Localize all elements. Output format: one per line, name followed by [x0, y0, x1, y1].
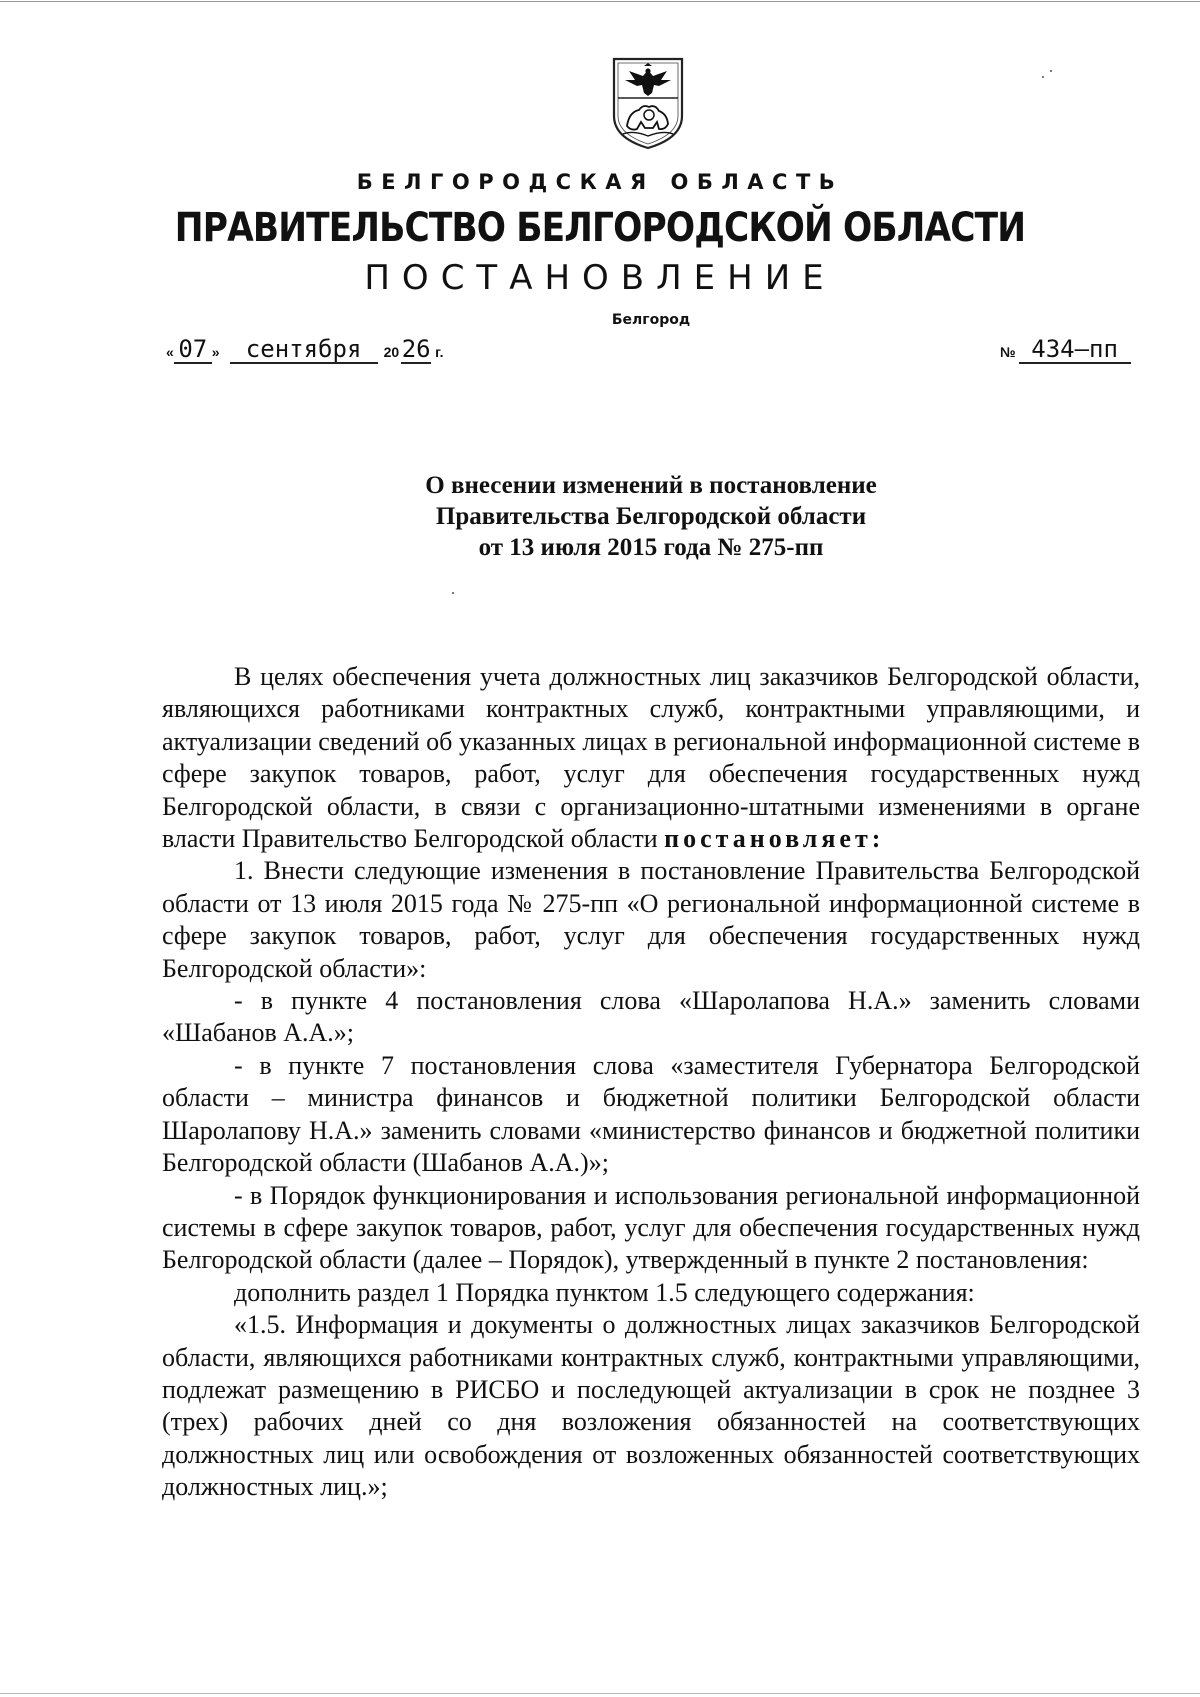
region-name: БЕЛГОРОДСКАЯ ОБЛАСТЬ — [356, 170, 844, 194]
scan-speck — [452, 592, 454, 594]
item-1-sub-b: - в пункте 7 постановления слова «заместителя Губернатора Белгородской области – министра финансов и бюджетной политики Белгородской области Шаролапову Н.А.» заменить словами «министерство финансов и бюджетной политики Белгородской области (Шабанов А.А.)»; — [162, 1050, 1140, 1178]
scan-edge-bottom — [0, 1693, 1200, 1694]
title-line-1: О внесении изменений в постановление — [425, 472, 877, 499]
coat-of-arms-icon — [609, 56, 687, 150]
title-line-3: от 13 июля 2015 года № 275-пп — [478, 534, 824, 561]
resolution-word: постановляет: — [664, 824, 885, 854]
document-title — [0, 470, 1200, 563]
title-line-2: Правительства Белгородской области — [435, 503, 867, 530]
preamble-text: В целях обеспечения учета должностных лиц заказчиков Белгородской области, являющихся работниками контрактных служб, контрактными управляющими, и актуализации сведений об указанных лицах в региональной информационной системе в сфере закупок товаров, работ, услуг для обеспечения государственных нужд Белгородской области, в связи с организационно-штатными изменениями в органе власти Правительство Белгородской области — [162, 662, 1140, 854]
number-value: 434–пп — [1019, 336, 1131, 364]
document-date — [166, 336, 444, 364]
city-name: Белгород — [611, 312, 691, 328]
government-name: ПРАВИТЕЛЬСТВО БЕЛГОРОДСКОЙ ОБЛАСТИ — [174, 205, 1026, 251]
document-type: ПОСТАНОВЛЕНИЕ — [364, 258, 836, 298]
date-month: сентября — [230, 336, 378, 364]
item-1-paragraph: 1. Внести следующие изменения в постановление Правительства Белгородской области от 13 июля 2015 года № 275-пп «О региональной информационной системе в сфере закупок товаров, работ, услуг для обеспечения государственных нужд Белгородской области»: — [162, 856, 1140, 983]
item-1-sub-a: - в пункте 4 постановления слова «Шаролапова Н.А.» заменить словами «Шабанов А.А.»; — [162, 986, 1140, 1048]
item-1-5-text: «1.5. Информация и документы о должностных лицах заказчиков Белгородской области, являющихся работниками контрактных служб, контрактными управляющими, подлежат размещению в РИСБО и последующей актуализации в срок не позднее 3 (трех) рабочих дней со дня возложения обязанностей на соответствующих должностных лиц или освобождения от возложенных обязанностей соответствующих должностных лиц.»; — [162, 1310, 1140, 1502]
date-year-prefix: 20 — [383, 344, 400, 360]
date-open-quote: « — [166, 344, 174, 360]
document-number — [1000, 336, 1131, 364]
date-year-suffix: 26 — [401, 335, 431, 363]
scan-speck — [1042, 76, 1044, 78]
preamble-paragraph — [162, 661, 1140, 855]
item-1-sub-c-text: дополнить раздел 1 Порядка пунктом 1.5 следующего содержания: — [234, 1277, 975, 1307]
date-close-quote: » — [211, 344, 220, 360]
number-label: № — [1000, 344, 1016, 360]
date-day: 07 — [174, 336, 212, 364]
document-body — [162, 661, 1140, 1504]
item-1-sub-c: - в Порядок функционирования и использования региональной информационной системы в сфере закупок товаров, работ, услуг для обеспечения государственных нужд Белгородской области (далее – Порядок), утвержденный в пункте 2 постановления: — [162, 1180, 1140, 1275]
scan-edge-top — [0, 1, 1200, 2]
date-year-mark: г. — [435, 344, 444, 360]
scan-speck — [1050, 70, 1052, 72]
